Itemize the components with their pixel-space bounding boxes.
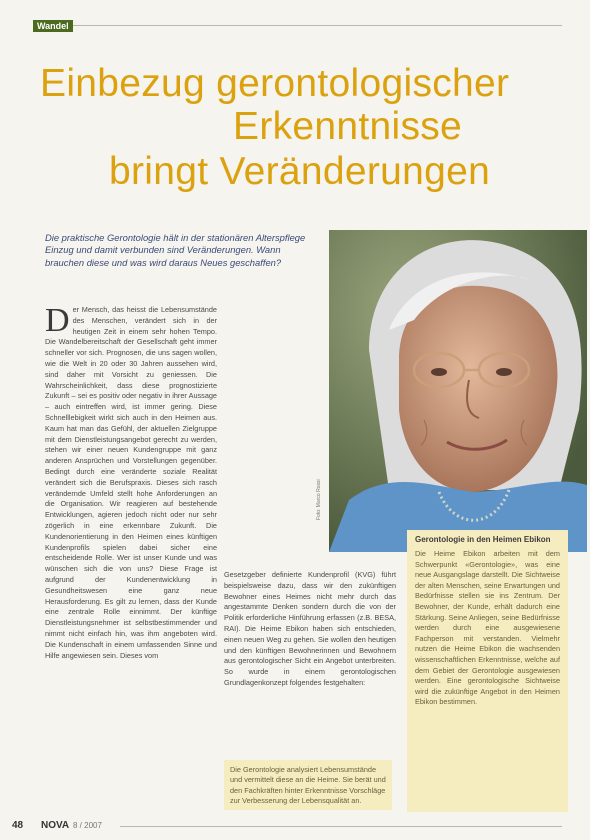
callout-box: Die Gerontologie analysiert Lebensumstände und vermittelt diese an die Heime. Sie berät und den Fachkräften hinter Erkenntnisse Vorschläge zur Verbesserung der Lebensqualität an.: [224, 760, 392, 810]
title-line-1: Einbezug gerontologischer: [40, 62, 510, 105]
body-column-2-text: Gesetzgeber definierte Kundenprofil (KVG) führt beispielsweise dazu, dass wir den zukünftigen Bewohner eines Heimes nicht mehr durch das angestammte Denken sondern durch die von der Politik erforderliche Hinführung erfassen (z.B. BESA, RAI). Die Heime Ebikon haben sich entschieden, einen neuen Weg zu gehen. Sie wollen den heutigen und den künftigen Bewohnerinnen und Bewohnern aus gerontologischer Sicht ein Angebot unterbreiten. So wurde in einem gerontologischen Grundlagenkonzept folgendes festgehalten:: [224, 570, 396, 687]
issue-number: 8 / 2007: [73, 821, 102, 830]
body-column-2: [224, 570, 396, 755]
section-tag: Wandel: [33, 20, 73, 32]
photo-credit: Foto: Marco Rossi: [316, 479, 322, 520]
sidebar-body: Die Heime Ebikon arbeiten mit dem Schwerpunkt «Gerontologie», was eine neue Ausgangslage darstellt. Die Sichtweise der alten Menschen, seine Erwartungen und Bedürfnisse stellen sie ins Zentrum. Der Bewohner, der Kunde, erhält dadurch eine Stärkung. Seine Anliegen, seine Bedürfnisse werden durch eine ausgewiesene Fachperson mit verstanden. Vielmehr nutzen die Heime Ebikon die wachsenden wissenschaftlichen Erkenntnisse, welche auf dem Gebiet der Gerontologie ausgewiesen werden. Eine gerontologische Sichtweise wird die zukünftige Angebot in den Heimen Ebikon bestimmen.: [415, 549, 560, 707]
magazine-name: NOVA: [41, 820, 70, 831]
portrait-image: [329, 230, 587, 552]
sidebar-box: [407, 530, 568, 812]
body-column-1-text: er Mensch, das heisst die Lebensumstände des Menschen, verändert sich in der heutigen Zeit in einem sehr hohen Tempo. Die Wandelbereitschaft der Gesellschaft geht immer schneller vor sich. Prognosen, die uns sagen wollen, wie die Welt in 20 oder 30 Jahren aussehen wird, sind daher mit Vorsicht zu geniessen. Die Wahrscheinlichkeit, dass diese prognostizierte Zukunft – sei es positiv oder negativ in ihrer Aussage – auch eintreffen wird, ist immer gering. Diese Schnelllebigkeit wirkt sich auch in den Heimen aus. Kaum hat man das Gefühl, der aktuellen Zielgruppe mit dem Dienstleistungsangebot gerecht zu werden, stehen wir einer neuen Kundengruppe mit ganz anderen Ansprüchen und Vorstellungen gegenüber. Bedingt durch eine veränderte soziale Realität verändert sich die Berufspraxis. Dieses sich rasch verändernde Umfeld stellt hohe Anforderungen an die Organisation. Wir reagieren auf bestehende Entwicklungen, agieren jedoch nicht oder nur sehr zögerlich in eine erkennbare Zukunft. Die Kundenorientierung in den Heimen eines künftigen Kundenprofils spielen dabei sicher eine entscheidende Rolle. Wer ist unser Kunde und was wünschen sich die von uns? Diese Frage ist aufgrund der Kundenentwicklung in Gesundheitswesen eine ganz neue Herausforderung. Es gilt zu lernen, dass der Kunde eine zentrale Rolle einnimmt. Der künftige Dienstleistungsnehmer ist selbstbestimmender und nimmt nicht einfach hin, was ihm angeboten wird. Die Kundenschaft in einem umfassenden Sinne und Hilfe angewiesen sein. Dieses vom: [45, 305, 217, 660]
title-line-3: bringt Veränderungen: [109, 150, 491, 193]
body-column-1: [45, 305, 217, 795]
title-line-2: Erkenntnisse: [233, 105, 463, 148]
sidebar-heading: Gerontologie in den Heimen Ebikon: [415, 535, 551, 544]
portrait-photo: [329, 230, 587, 552]
lead-paragraph: Die praktische Gerontologie hält in der stationären Alterspflege Einzug und damit verbunden sind Veränderungen. Wann brauchen diese und was wird daraus Neues geschaffen?: [45, 232, 306, 268]
footer-rule: [120, 826, 562, 827]
page-number: 48: [12, 820, 24, 831]
drop-cap: D: [45, 305, 70, 339]
header-rule: [33, 25, 562, 26]
